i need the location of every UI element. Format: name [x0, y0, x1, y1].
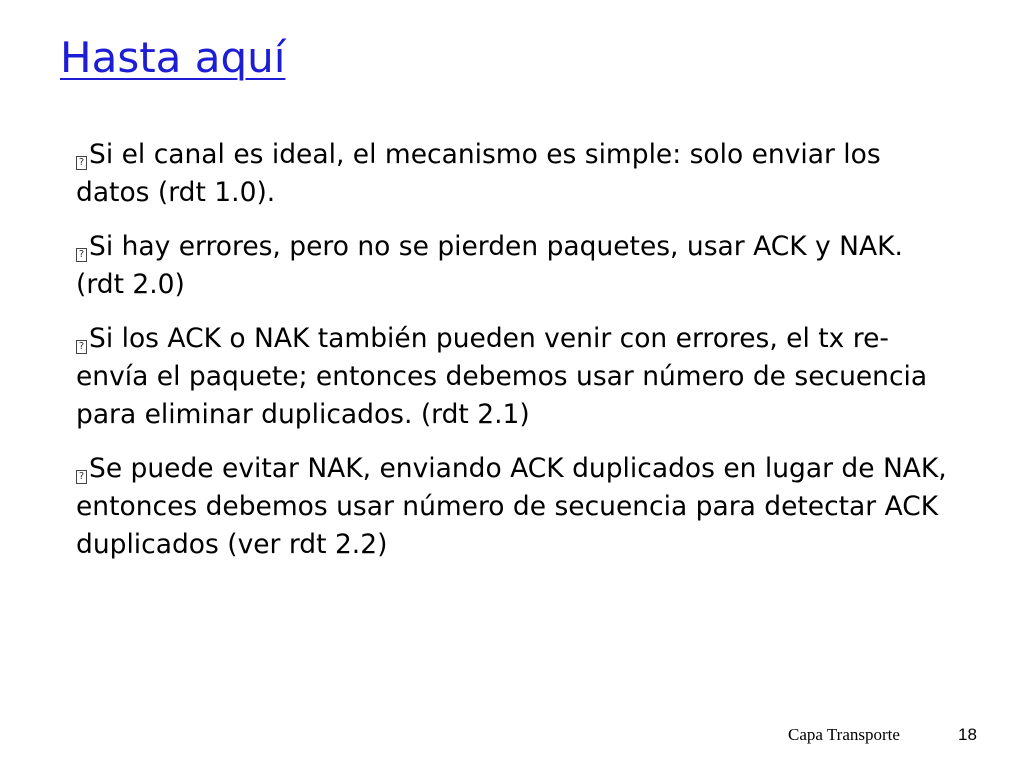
bullet-item	[76, 136, 956, 212]
missing-glyph-icon: ?	[76, 340, 87, 354]
bullet-text: Si los ACK o NAK también pueden venir con errores, el tx re-envía el paquete; entonces debemos usar número de secuencia para eliminar duplicados. (rdt 2.1)	[76, 323, 928, 430]
slide-title: Hasta aquí	[60, 33, 286, 82]
missing-glyph-icon: ?	[76, 156, 87, 170]
bullet-text: Si el canal es ideal, el mecanismo es simple: solo enviar los datos (rdt 1.0).	[76, 139, 881, 208]
footer-label: Capa Transporte	[788, 725, 900, 744]
missing-glyph-icon: ?	[76, 248, 87, 262]
bullet-item	[76, 450, 956, 564]
bullet-text: Si hay errores, pero no se pierden paquetes, usar ACK y NAK. (rdt 2.0)	[76, 231, 903, 300]
page-number: 18	[958, 725, 977, 744]
bullet-list	[76, 136, 956, 580]
missing-glyph-icon: ?	[76, 470, 87, 484]
bullet-text: Se puede evitar NAK, enviando ACK duplicados en lugar de NAK, entonces debemos usar número de secuencia para detectar ACK duplicados (ver rdt 2.2)	[76, 453, 947, 560]
bullet-item	[76, 320, 956, 434]
bullet-item	[76, 228, 956, 304]
